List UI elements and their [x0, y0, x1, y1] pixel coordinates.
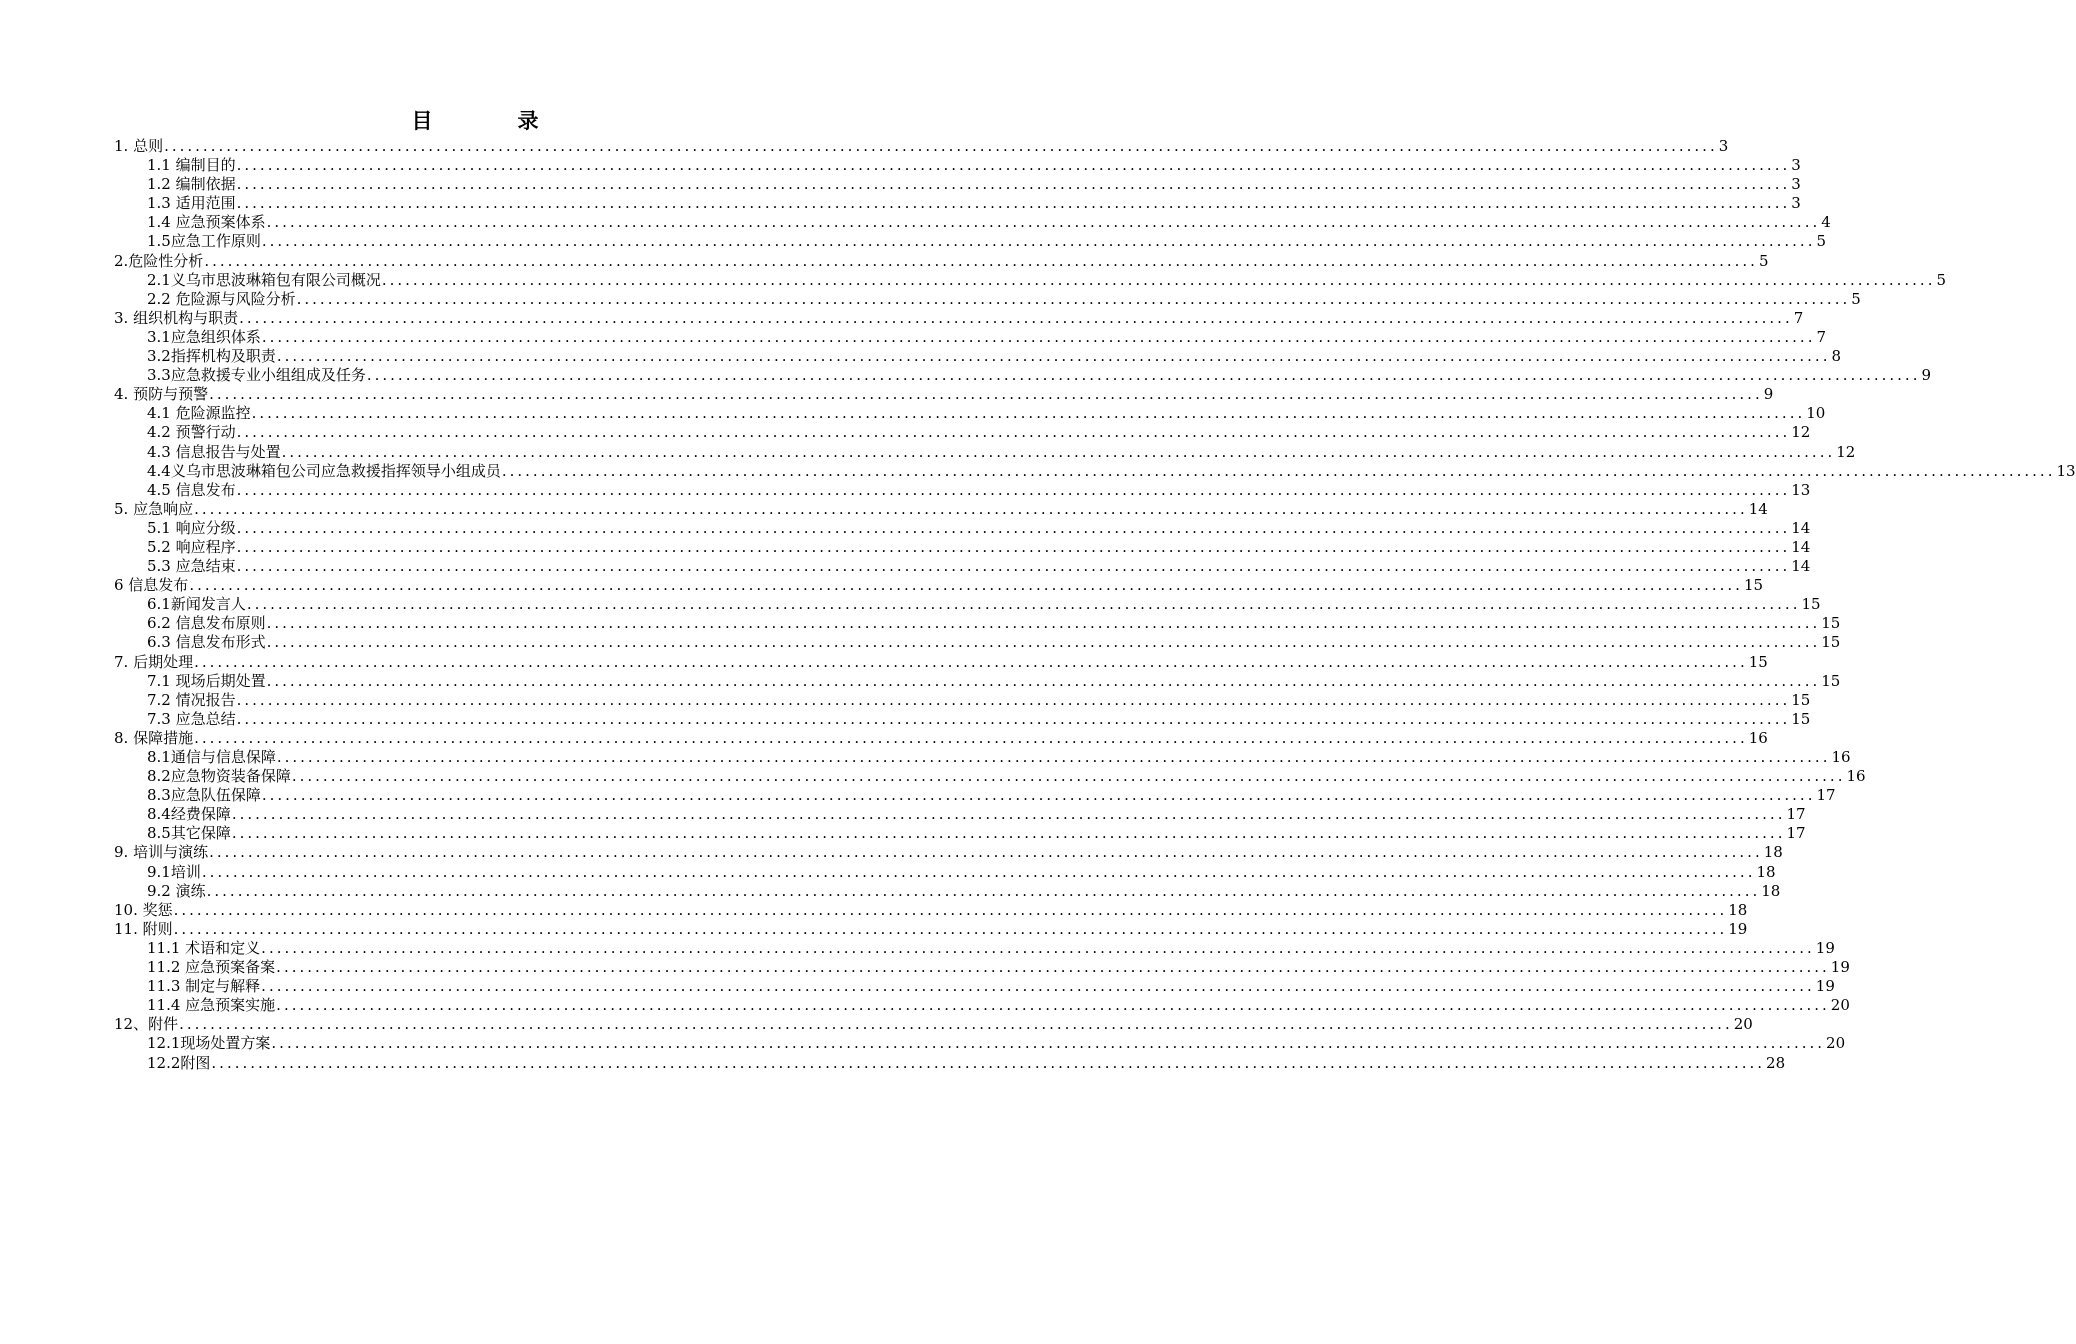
- toc-entry[interactable]: [114, 557, 1811, 576]
- toc-dot-leader: ........................................................................................................................................................................................................: [236, 690, 1791, 709]
- toc-dot-leader: ........................................................................................................................................................................................................: [271, 1034, 1826, 1053]
- toc-entry[interactable]: [114, 938, 1835, 958]
- toc-entry-page-number: 5: [1758, 251, 1769, 270]
- toc-entry[interactable]: [114, 728, 1768, 748]
- toc-entry[interactable]: [114, 366, 1932, 385]
- toc-entry-page-number: 15: [1801, 595, 1821, 614]
- toc-entry-page-number: 3: [1718, 137, 1729, 155]
- toc-entry-page-number: 18: [1763, 843, 1783, 862]
- toc-entry-page-number: 19: [1728, 919, 1748, 938]
- toc-entry[interactable]: [114, 614, 1841, 633]
- toc-entry-label: 11.1 术语和定义: [147, 938, 261, 957]
- toc-dot-leader: ........................................................................................................................................................................................................: [261, 327, 1816, 346]
- toc-entry-label: 1.5应急工作原则: [147, 232, 261, 251]
- toc-entry-page-number: 16: [1831, 748, 1851, 766]
- toc-entry[interactable]: [114, 423, 1811, 442]
- toc-entry-page-number: 28: [1766, 1053, 1786, 1072]
- toc-entry-page-number: 5: [1851, 289, 1861, 308]
- toc-entry-page-number: 10: [1806, 404, 1826, 423]
- toc-entry-label: 7.1 现场后期处置: [147, 671, 266, 690]
- toc-entry-label: 6.3 信息发布形式: [147, 633, 266, 652]
- toc-entry-page-number: 3: [1791, 194, 1801, 213]
- toc-dot-leader: ........................................................................................................................................................................................................: [236, 518, 1791, 537]
- toc-entry-page-number: 20: [1830, 996, 1850, 1015]
- toc-dot-leader: ........................................................................................................................................................................................................: [281, 442, 1836, 461]
- toc-dot-leader: ........................................................................................................................................................................................................: [366, 366, 1921, 385]
- toc-dot-leader: ........................................................................................................................................................................................................: [194, 728, 1748, 747]
- toc-entry[interactable]: [114, 862, 1776, 882]
- toc-entry-page-number: 18: [1756, 862, 1776, 881]
- toc-entry[interactable]: [114, 958, 1850, 977]
- toc-dot-leader: ........................................................................................................................................................................................................: [209, 843, 1763, 862]
- toc-entry-page-number: 20: [1733, 1015, 1753, 1034]
- toc-entry-page-number: 17: [1786, 824, 1806, 843]
- toc-entry[interactable]: [114, 977, 1835, 996]
- toc-entry-page-number: 14: [1748, 499, 1768, 518]
- toc-dot-leader: ........................................................................................................................................................................................................: [236, 557, 1791, 576]
- toc-entry[interactable]: [114, 270, 1947, 290]
- toc-entry-page-number: 13: [1791, 480, 1811, 499]
- toc-dot-leader: ........................................................................................................................................................................................................: [239, 308, 1793, 327]
- toc-entry-label: 1.3 适用范围: [147, 194, 236, 213]
- toc-entry-label: 11. 附则: [114, 919, 173, 938]
- toc-entry-label: 11.2 应急预案备案: [147, 958, 276, 977]
- toc-entry-label: 3.1应急组织体系: [147, 327, 261, 346]
- toc-dot-leader: ........................................................................................................................................................................................................: [173, 900, 1728, 919]
- toc-entry[interactable]: [114, 137, 1729, 156]
- toc-dot-leader: ........................................................................................................................................................................................................: [296, 289, 1851, 308]
- toc-entry-label: 8.3应急队伍保障: [147, 786, 261, 805]
- toc-entry-page-number: 14: [1791, 557, 1811, 576]
- toc-entry-label: 1.4 应急预案体系: [147, 213, 266, 232]
- toc-dot-leader: ........................................................................................................................................................................................................: [251, 404, 1806, 423]
- toc-entry-label: 3.2指挥机构及职责: [147, 347, 276, 366]
- toc-entry-label: 6.2 信息发布原则: [147, 614, 266, 633]
- toc-dot-leader: ........................................................................................................................................................................................................: [194, 652, 1748, 671]
- toc-entry-label: 1.1 编制目的: [147, 156, 236, 175]
- toc-entry[interactable]: [114, 881, 1781, 901]
- toc-entry-page-number: 17: [1816, 786, 1836, 805]
- toc-entry-label: 11.4 应急预案实施: [147, 996, 276, 1015]
- toc-entry-label: 5.1 响应分级: [147, 518, 236, 537]
- toc-entry[interactable]: [114, 175, 1801, 194]
- toc-dot-leader: ........................................................................................................................................................................................................: [236, 156, 1791, 175]
- toc-entry-page-number: 3: [1791, 175, 1801, 194]
- toc-entry[interactable]: [114, 919, 1748, 939]
- toc-entry[interactable]: [114, 251, 1769, 271]
- toc-entry[interactable]: [114, 518, 1811, 538]
- toc-entry[interactable]: [114, 308, 1804, 328]
- toc-entry-label: 6 信息发布: [114, 576, 189, 595]
- toc-dot-leader: ........................................................................................................................................................................................................: [211, 1053, 1766, 1072]
- toc-entry-label: 2.2 危险源与风险分析: [147, 289, 296, 308]
- toc-entry-page-number: 15: [1791, 709, 1811, 728]
- toc-dot-leader: ........................................................................................................................................................................................................: [173, 919, 1728, 938]
- toc-entry-page-number: 8: [1831, 347, 1842, 366]
- toc-entry[interactable]: [114, 843, 1783, 862]
- toc-entry-page-number: 18: [1761, 881, 1781, 900]
- toc-dot-leader: ........................................................................................................................................................................................................: [236, 423, 1791, 442]
- toc-entry-page-number: 18: [1728, 900, 1748, 919]
- toc-entry-label: 8.4经费保障: [147, 805, 231, 824]
- toc-entry-page-number: 16: [1748, 728, 1768, 747]
- toc-entry-label: 7. 后期处理: [114, 652, 194, 671]
- toc-entry[interactable]: [114, 824, 1806, 843]
- toc-dot-leader: ........................................................................................................................................................................................................: [261, 977, 1815, 996]
- toc-entry-page-number: 14: [1791, 537, 1811, 556]
- toc-entry-label: 8.2应急物资装备保障: [147, 767, 291, 786]
- toc-entry-page-number: 7: [1793, 308, 1804, 327]
- toc-entry-label: 3. 组织机构与职责: [114, 308, 239, 327]
- toc-entry-page-number: 4: [1821, 213, 1831, 232]
- toc-dot-leader: ........................................................................................................................................................................................................: [231, 824, 1786, 843]
- toc-dot-leader: ........................................................................................................................................................................................................: [236, 537, 1791, 556]
- toc-entry-label: 2.1义乌市思波琳箱包有限公司概况: [147, 270, 381, 289]
- toc-entry[interactable]: [114, 442, 1856, 462]
- toc-entry-label: 5.2 响应程序: [147, 537, 236, 556]
- toc-entry-page-number: 15: [1821, 614, 1841, 633]
- toc-entry[interactable]: [114, 652, 1768, 672]
- toc-entry-label: 4.3 信息报告与处置: [147, 442, 281, 461]
- toc-entry[interactable]: [114, 595, 1821, 614]
- toc-entry[interactable]: [114, 576, 1764, 595]
- toc-entry-page-number: 12: [1836, 442, 1856, 461]
- toc-entry-label: 8.5其它保障: [147, 824, 231, 843]
- toc-dot-leader: ........................................................................................................................................................................................................: [276, 958, 1830, 977]
- toc-entry-label: 12.1现场处置方案: [147, 1034, 271, 1053]
- toc-entry-label: 3.3应急救援专业小组组成及任务: [147, 366, 366, 385]
- toc-entry-page-number: 12: [1791, 423, 1811, 442]
- toc-entry-label: 4.5 信息发布: [147, 480, 236, 499]
- toc-entry-page-number: 17: [1786, 805, 1806, 824]
- toc-dot-leader: ........................................................................................................................................................................................................: [246, 595, 1801, 614]
- toc-entry[interactable]: [114, 232, 1827, 251]
- toc-entry-label: 5.3 应急结束: [147, 557, 236, 576]
- toc-dot-leader: ........................................................................................................................................................................................................: [201, 862, 1756, 881]
- toc-entry-page-number: 14: [1791, 518, 1811, 537]
- toc-dot-leader: ........................................................................................................................................................................................................: [236, 194, 1791, 213]
- toc-entry-page-number: 19: [1830, 958, 1850, 977]
- toc-entry-label: 7.2 情况报告: [147, 690, 236, 709]
- toc-entry[interactable]: [114, 805, 1806, 824]
- toc-entry-label: 8.1通信与信息保障: [147, 748, 276, 766]
- toc-dot-leader: ........................................................................................................................................................................................................: [204, 251, 1758, 270]
- toc-entry-label: 4.4义乌市思波琳箱包公司应急救援指挥领导小组成员: [147, 461, 501, 480]
- toc-entry[interactable]: [114, 404, 1826, 423]
- toc-entry-page-number: 7: [1816, 327, 1827, 346]
- toc-entry-label: 2.危险性分析: [114, 251, 204, 270]
- toc-entry[interactable]: [114, 194, 1801, 213]
- toc-dot-leader: ........................................................................................................................................................................................................: [206, 881, 1761, 900]
- toc-entry[interactable]: [114, 327, 1827, 347]
- toc-entry-page-number: 15: [1743, 576, 1764, 595]
- toc-dot-leader: ........................................................................................................................................................................................................: [266, 213, 1821, 232]
- toc-dot-leader: ........................................................................................................................................................................................................: [381, 270, 1936, 289]
- toc-entry-label: 6.1新闻发言人: [147, 595, 246, 614]
- toc-entry-label: 11.3 制定与解释: [147, 977, 261, 996]
- toc-dot-leader: ........................................................................................................................................................................................................: [261, 232, 1816, 251]
- toc-entry[interactable]: [114, 289, 1861, 309]
- toc-entry-label: 5. 应急响应: [114, 499, 194, 518]
- toc-entry-page-number: 19: [1815, 938, 1835, 957]
- toc-entry-label: 1. 总则: [114, 137, 164, 155]
- toc-entry[interactable]: [114, 499, 1768, 519]
- toc-dot-leader: ........................................................................................................................................................................................................: [236, 175, 1791, 194]
- toc-dot-leader: ........................................................................................................................................................................................................: [276, 748, 1831, 766]
- toc-entry[interactable]: [114, 1053, 1786, 1073]
- toc-entry[interactable]: [114, 786, 1836, 805]
- toc-entry[interactable]: [114, 690, 1811, 710]
- toc-entry-page-number: 9: [1921, 366, 1932, 385]
- toc-dot-leader: ........................................................................................................................................................................................................: [266, 614, 1821, 633]
- toc-dot-leader: ........................................................................................................................................................................................................: [291, 767, 1846, 786]
- toc-entry[interactable]: [114, 1015, 1753, 1034]
- toc-dot-leader: ........................................................................................................................................................................................................: [501, 461, 2056, 480]
- toc-entry-page-number: 19: [1815, 977, 1835, 996]
- toc-dot-leader: ........................................................................................................................................................................................................: [209, 385, 1763, 404]
- toc-entry-page-number: 5: [1816, 232, 1827, 251]
- toc-entry-page-number: 15: [1821, 633, 1841, 652]
- toc-entry-page-number: 13: [2056, 461, 2076, 480]
- toc-entry[interactable]: [114, 347, 1842, 366]
- toc-entry-label: 7.3 应急总结: [147, 709, 236, 728]
- toc-dot-leader: ........................................................................................................................................................................................................: [266, 671, 1821, 690]
- toc-entry[interactable]: [114, 461, 2076, 481]
- toc-entry[interactable]: [114, 709, 1811, 729]
- toc-dot-leader: ........................................................................................................................................................................................................: [261, 786, 1816, 805]
- toc-entry-label: 9. 培训与演练: [114, 843, 209, 862]
- toc-entry[interactable]: [114, 1034, 1846, 1053]
- toc-dot-leader: ........................................................................................................................................................................................................: [194, 499, 1748, 518]
- toc-entry[interactable]: [114, 996, 1850, 1015]
- toc-entry-page-number: 15: [1821, 671, 1841, 690]
- toc-entry-label: 4.2 预警行动: [147, 423, 236, 442]
- toc-dot-leader: ........................................................................................................................................................................................................: [266, 633, 1821, 652]
- toc-dot-leader: ........................................................................................................................................................................................................: [276, 347, 1831, 366]
- toc-dot-leader: ........................................................................................................................................................................................................: [236, 709, 1791, 728]
- toc-entry-page-number: 15: [1748, 652, 1768, 671]
- toc-entry[interactable]: [114, 537, 1811, 557]
- toc-entry[interactable]: [114, 156, 1801, 175]
- toc-dot-leader: ........................................................................................................................................................................................................: [236, 480, 1791, 499]
- toc-entry-label: 9.1培训: [147, 862, 201, 881]
- toc-entry-page-number: 16: [1846, 767, 1866, 786]
- toc-dot-leader: ........................................................................................................................................................................................................: [189, 576, 1743, 595]
- toc-entry[interactable]: [114, 900, 1748, 920]
- toc-entry[interactable]: [114, 213, 1831, 232]
- table-of-contents: [114, 137, 2076, 1073]
- toc-entry[interactable]: [114, 748, 1851, 767]
- toc-entry-label: 4. 预防与预警: [114, 385, 209, 404]
- toc-entry-label: 12.2附图: [147, 1053, 211, 1072]
- toc-entry-label: 1.2 编制依据: [147, 175, 236, 194]
- toc-entry-label: 9.2 演练: [147, 881, 206, 900]
- toc-dot-leader: ........................................................................................................................................................................................................: [179, 1015, 1733, 1034]
- toc-entry[interactable]: [114, 480, 1811, 500]
- toc-title: 目 录: [411, 109, 571, 133]
- toc-entry-label: 8. 保障措施: [114, 728, 194, 747]
- toc-entry-label: 12、附件: [114, 1015, 179, 1034]
- toc-dot-leader: ........................................................................................................................................................................................................: [164, 137, 1718, 155]
- toc-entry-label: 4.1 危险源监控: [147, 404, 251, 423]
- toc-entry-page-number: 3: [1791, 156, 1801, 175]
- toc-entry[interactable]: [114, 385, 1774, 404]
- toc-entry[interactable]: [114, 671, 1841, 691]
- toc-entry[interactable]: [114, 633, 1841, 652]
- toc-dot-leader: ........................................................................................................................................................................................................: [261, 938, 1815, 957]
- toc-dot-leader: ........................................................................................................................................................................................................: [231, 805, 1786, 824]
- toc-entry-page-number: 15: [1791, 690, 1811, 709]
- toc-dot-leader: ........................................................................................................................................................................................................: [276, 996, 1830, 1015]
- toc-entry[interactable]: [114, 767, 1866, 786]
- toc-entry-page-number: 9: [1763, 385, 1774, 404]
- toc-entry-page-number: 20: [1826, 1034, 1846, 1053]
- toc-entry-page-number: 5: [1936, 270, 1947, 289]
- toc-entry-label: 10. 奖惩: [114, 900, 173, 919]
